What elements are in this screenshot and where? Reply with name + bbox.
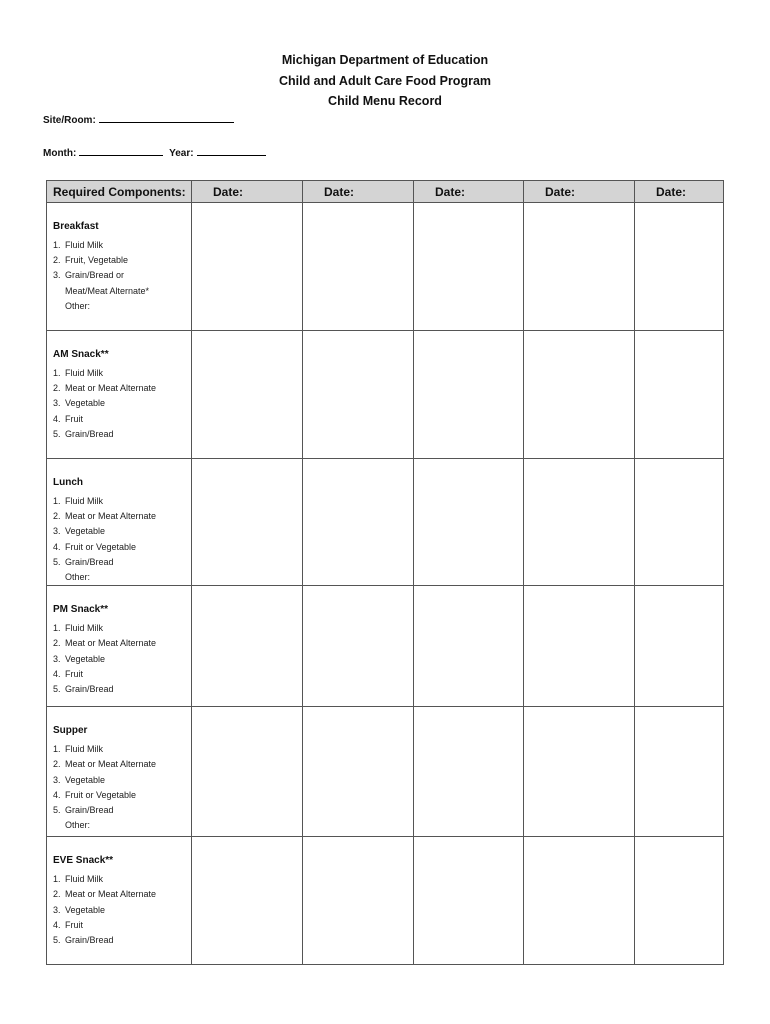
component-item-label: Vegetable bbox=[65, 904, 106, 915]
meal-name bbox=[53, 221, 191, 232]
component-item-number: 1. bbox=[53, 623, 61, 634]
meal-row bbox=[47, 331, 724, 459]
component-item bbox=[53, 887, 191, 902]
component-item bbox=[53, 788, 191, 803]
menu-entry-cell[interactable] bbox=[524, 203, 635, 331]
title-line-program: Child and Adult Care Food Program bbox=[278, 73, 492, 88]
component-item-label: Vegetable bbox=[65, 398, 106, 409]
title-line-agency: Michigan Department of Education bbox=[281, 53, 489, 67]
component-item-number: 2. bbox=[53, 638, 61, 649]
component-item-label: Fluid Milk bbox=[65, 744, 104, 755]
component-item-number: 1. bbox=[53, 874, 61, 885]
date-header-4: Date: bbox=[524, 181, 635, 203]
date-header-1: Date: bbox=[192, 181, 303, 203]
meal-components-cell bbox=[47, 203, 192, 331]
component-item-label: Vegetable bbox=[65, 526, 106, 537]
menu-entry-cell[interactable] bbox=[635, 331, 724, 459]
component-item-number: 5. bbox=[53, 805, 61, 816]
component-item bbox=[53, 742, 191, 757]
meal-components-cell bbox=[47, 837, 192, 965]
component-item-label: Grain/Bread bbox=[65, 428, 114, 439]
component-item bbox=[53, 803, 191, 818]
date-header-5: Date: bbox=[635, 181, 724, 203]
date-header-2: Date: bbox=[303, 181, 414, 203]
component-item-label: Meat or Meat Alternate bbox=[65, 383, 157, 394]
menu-entry-cell[interactable] bbox=[192, 707, 303, 837]
component-item-label: Fluid Milk bbox=[65, 496, 104, 506]
component-item-label: Other: bbox=[65, 300, 91, 311]
component-item-label: Fluid Milk bbox=[65, 368, 104, 378]
menu-entry-cell[interactable] bbox=[414, 331, 524, 459]
component-item-label: Grain/Bread bbox=[65, 935, 114, 946]
menu-entry-cell[interactable] bbox=[192, 203, 303, 331]
component-item-label: Fluid Milk bbox=[65, 240, 104, 250]
menu-entry-cell[interactable] bbox=[192, 586, 303, 707]
component-item-number: 3. bbox=[53, 904, 61, 915]
meal-row bbox=[47, 459, 724, 586]
component-item-number: 3. bbox=[53, 270, 61, 281]
component-item-number: 1. bbox=[53, 368, 61, 378]
menu-entry-cell[interactable] bbox=[524, 707, 635, 837]
menu-entry-cell[interactable] bbox=[635, 707, 724, 837]
component-item-number: 4. bbox=[53, 668, 61, 679]
component-item bbox=[53, 570, 191, 585]
component-item bbox=[53, 621, 191, 636]
menu-entry-cell[interactable] bbox=[303, 203, 414, 331]
component-item bbox=[53, 903, 191, 918]
menu-entry-cell[interactable] bbox=[414, 707, 524, 837]
meal-name-text: Breakfast bbox=[53, 221, 99, 232]
menu-entry-cell[interactable] bbox=[303, 707, 414, 837]
component-item-label: Fruit bbox=[65, 413, 83, 424]
meal-components-cell bbox=[47, 586, 192, 707]
meal-name-text: AM Snack bbox=[53, 349, 101, 360]
component-item bbox=[53, 396, 191, 411]
component-item-number: 3. bbox=[53, 774, 61, 785]
component-item-number: 2. bbox=[53, 383, 61, 394]
meal-row bbox=[47, 203, 724, 331]
menu-entry-cell[interactable] bbox=[524, 459, 635, 586]
component-item-number: 5. bbox=[53, 556, 61, 567]
component-item-number: 1. bbox=[53, 496, 61, 506]
site-room-field bbox=[43, 113, 234, 126]
component-item-number: 5. bbox=[53, 684, 61, 695]
component-item-number: 2. bbox=[53, 511, 61, 522]
menu-entry-cell[interactable] bbox=[303, 837, 414, 965]
component-item-label: Meat or Meat Alternate bbox=[65, 759, 157, 770]
menu-entry-cell[interactable] bbox=[524, 586, 635, 707]
component-item bbox=[53, 253, 191, 268]
component-item-label: Grain/Bread or bbox=[65, 270, 125, 281]
menu-entry-cell[interactable] bbox=[192, 837, 303, 965]
component-item-label: Meat or Meat Alternate bbox=[65, 511, 157, 522]
date-header-3: Date: bbox=[414, 181, 524, 203]
meal-name bbox=[53, 725, 191, 736]
component-item-label: Meat/Meat Alternate* bbox=[65, 285, 150, 296]
component-item-number: 3. bbox=[53, 398, 61, 409]
component-item bbox=[53, 540, 191, 555]
component-item bbox=[53, 555, 191, 570]
component-item bbox=[53, 872, 191, 887]
component-item bbox=[53, 381, 191, 396]
component-item-label: Meat or Meat Alternate bbox=[65, 638, 157, 649]
component-item bbox=[53, 366, 191, 381]
component-item bbox=[53, 509, 191, 524]
component-item bbox=[53, 818, 191, 833]
menu-entry-cell[interactable] bbox=[414, 586, 524, 707]
meal-name bbox=[53, 604, 191, 615]
component-item bbox=[53, 773, 191, 788]
component-item-number: 5. bbox=[53, 935, 61, 946]
component-item-label: Vegetable bbox=[65, 774, 106, 785]
meal-name bbox=[53, 855, 191, 866]
component-item-label: Grain/Bread bbox=[65, 805, 114, 816]
meal-name-footnote-mark: ** bbox=[100, 349, 109, 360]
meal-name-text: EVE Snack bbox=[53, 855, 106, 867]
component-item bbox=[53, 636, 191, 651]
component-item-number: 2. bbox=[53, 255, 61, 266]
component-item-label: Fluid Milk bbox=[65, 874, 104, 885]
component-item-label: Fruit or Vegetable bbox=[65, 789, 137, 800]
component-item bbox=[53, 667, 191, 682]
component-item-label: Fruit bbox=[65, 919, 83, 930]
component-item-label: Grain/Bread bbox=[65, 684, 114, 695]
menu-entry-cell[interactable] bbox=[524, 331, 635, 459]
component-item-label: Other: bbox=[65, 572, 91, 583]
component-item bbox=[53, 757, 191, 772]
component-item-number: 4. bbox=[53, 413, 61, 424]
component-item-number: 2. bbox=[53, 759, 61, 770]
component-item bbox=[53, 427, 191, 442]
component-item bbox=[53, 652, 191, 667]
meal-name-text: PM Snack bbox=[53, 604, 101, 616]
component-item-label: Meat or Meat Alternate bbox=[65, 889, 157, 900]
meal-components-cell bbox=[47, 331, 192, 459]
title-line-form: Child Menu Record bbox=[328, 94, 442, 108]
meal-row bbox=[47, 837, 724, 965]
month-label: Month: bbox=[43, 148, 77, 159]
document-title bbox=[0, 50, 770, 112]
menu-entry-cell[interactable] bbox=[192, 459, 303, 586]
table-header-row bbox=[47, 181, 724, 203]
month-year-field bbox=[43, 146, 266, 159]
component-item bbox=[53, 682, 191, 697]
component-item-label: Fluid Milk bbox=[65, 623, 104, 634]
menu-entry-cell[interactable] bbox=[635, 459, 724, 586]
component-item bbox=[53, 299, 191, 314]
component-item bbox=[53, 918, 191, 933]
meal-name-text: Lunch bbox=[53, 477, 83, 488]
component-item-number: 4. bbox=[53, 541, 61, 552]
component-item bbox=[53, 412, 191, 427]
component-item-label: Fruit bbox=[65, 668, 83, 679]
required-components-header: Required Components: bbox=[47, 181, 192, 203]
menu-entry-cell[interactable] bbox=[303, 459, 414, 586]
menu-record-table bbox=[46, 180, 724, 965]
component-item-number: 4. bbox=[53, 919, 61, 930]
meal-name bbox=[53, 349, 191, 360]
menu-entry-cell[interactable] bbox=[635, 203, 724, 331]
menu-entry-cell[interactable] bbox=[414, 203, 524, 331]
menu-entry-cell[interactable] bbox=[192, 331, 303, 459]
meal-row bbox=[47, 586, 724, 707]
menu-entry-cell[interactable] bbox=[635, 837, 724, 965]
component-item-number: 3. bbox=[53, 653, 61, 664]
meal-name-footnote-mark: ** bbox=[105, 855, 114, 867]
component-item-number: 4. bbox=[53, 789, 61, 800]
meal-row bbox=[47, 707, 724, 837]
menu-entry-cell[interactable] bbox=[303, 331, 414, 459]
component-item-label: Fruit, Vegetable bbox=[65, 255, 129, 266]
month-blank[interactable] bbox=[79, 146, 163, 156]
component-item-label: Other: bbox=[65, 820, 91, 831]
meal-components-cell bbox=[47, 459, 192, 586]
component-item-number: 5. bbox=[53, 428, 61, 439]
component-item bbox=[53, 268, 191, 283]
component-item bbox=[53, 238, 191, 253]
meal-name bbox=[53, 477, 191, 488]
menu-entry-cell[interactable] bbox=[524, 837, 635, 965]
site-room-blank[interactable] bbox=[99, 113, 234, 123]
meal-name-text: Supper bbox=[53, 725, 88, 737]
component-item bbox=[53, 494, 191, 509]
component-item bbox=[53, 284, 191, 299]
component-item-label: Fruit or Vegetable bbox=[65, 541, 137, 552]
menu-entry-cell[interactable] bbox=[635, 586, 724, 707]
component-item-number: 1. bbox=[53, 744, 61, 755]
year-label: Year: bbox=[169, 148, 194, 159]
year-blank[interactable] bbox=[197, 146, 266, 156]
menu-entry-cell[interactable] bbox=[414, 837, 524, 965]
menu-entry-cell[interactable] bbox=[414, 459, 524, 586]
meal-name-footnote-mark: ** bbox=[100, 604, 109, 616]
component-item-number: 3. bbox=[53, 526, 61, 537]
component-item-label: Grain/Bread bbox=[65, 556, 114, 567]
component-item-number: 1. bbox=[53, 240, 61, 250]
site-room-label: Site/Room: bbox=[43, 115, 96, 126]
component-item bbox=[53, 524, 191, 539]
component-item-label: Vegetable bbox=[65, 653, 106, 664]
component-item-number: 2. bbox=[53, 889, 61, 900]
meal-components-cell bbox=[47, 707, 192, 837]
menu-entry-cell[interactable] bbox=[303, 586, 414, 707]
component-item bbox=[53, 933, 191, 948]
